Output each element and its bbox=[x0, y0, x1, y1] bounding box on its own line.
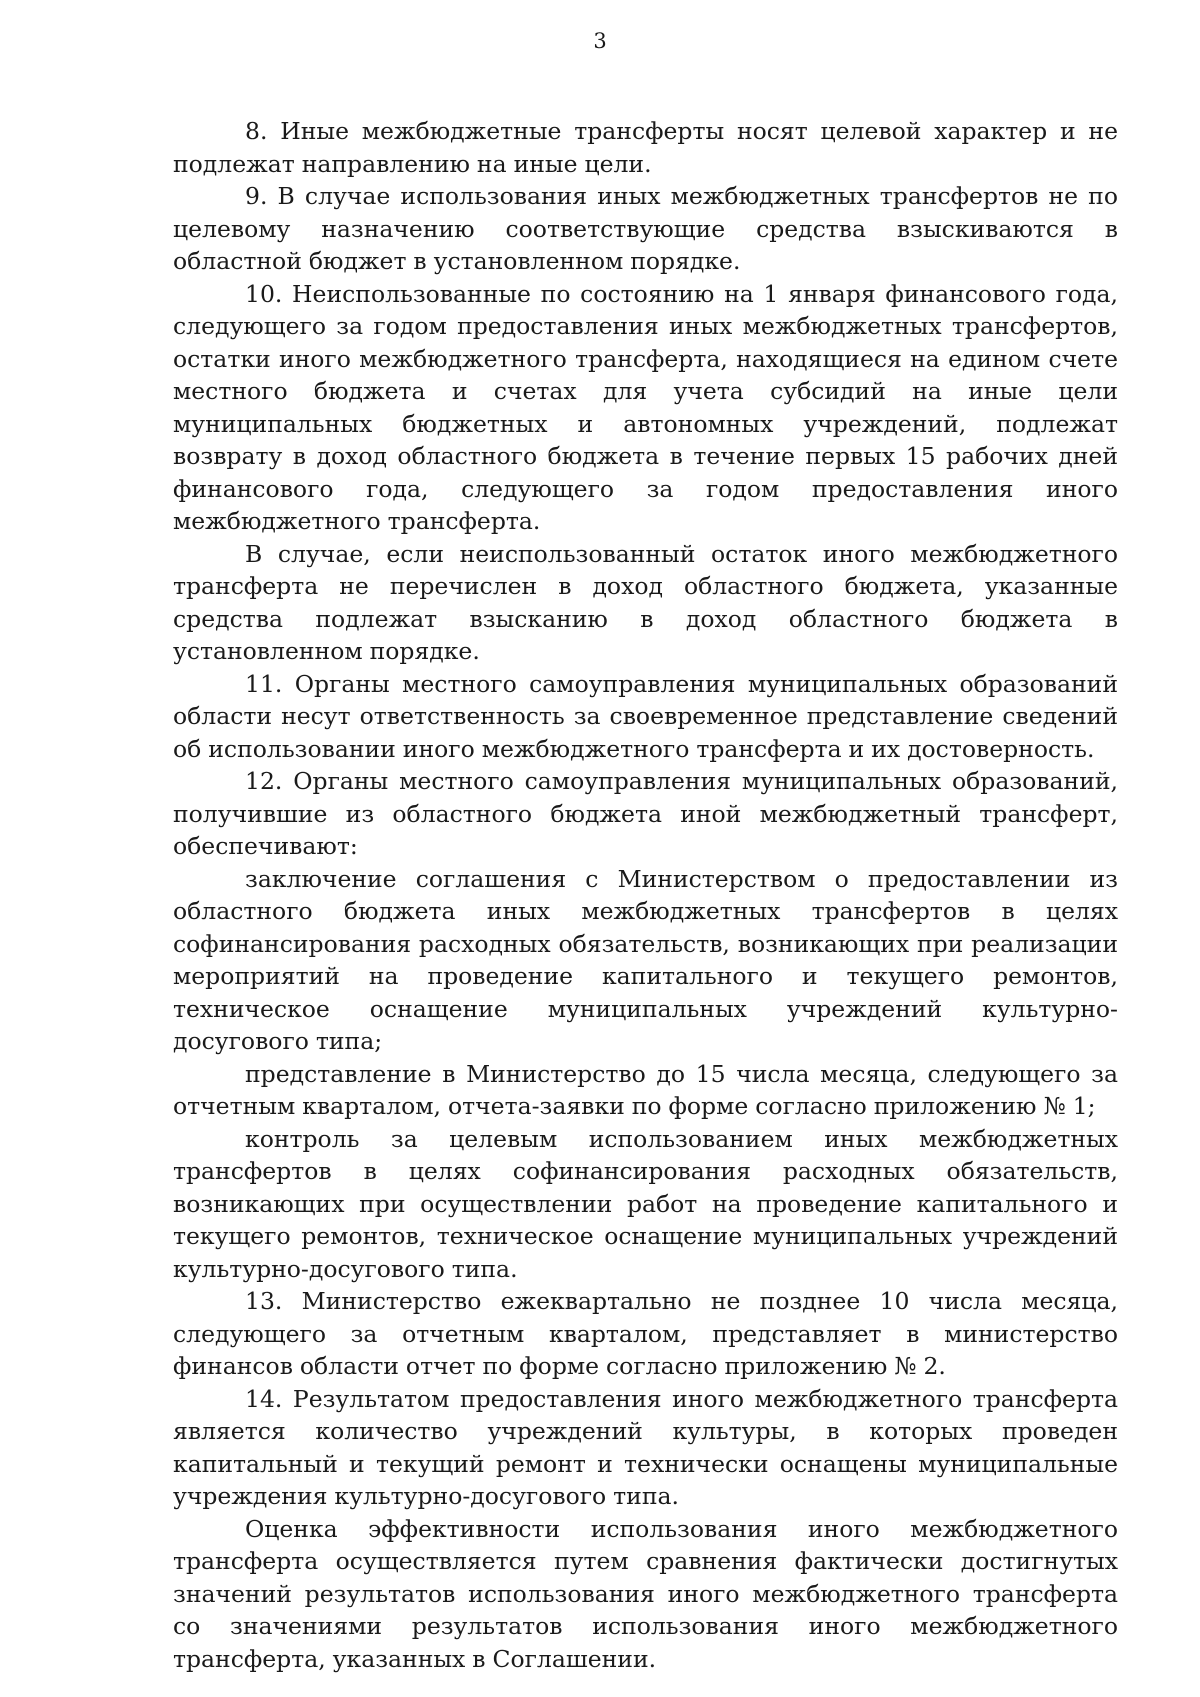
page-number: 3 bbox=[593, 29, 607, 53]
paragraph-item-8: 8. Иные межбюджетные трансферты носят целевой характер и не подлежат направлению на иные цели. bbox=[173, 117, 1118, 178]
paragraph-item-11: 11. Органы местного самоуправления муниципальных образований области несут ответственность за своевременное представление сведений об использовании иного межбюджетного трансферта и их достоверность. bbox=[173, 669, 1118, 763]
paragraph-item-12: 12. Органы местного самоуправления муниципальных образований, получившие из областного бюджета иной межбюджетный трансферт, обеспечивают: bbox=[173, 767, 1118, 860]
paragraph-item-13: 13. Министерство ежеквартально не позднее 10 числа месяца, следующего за отчетным кварталом, представляет в министерство финансов области отчет по форме согласно приложению № 2. bbox=[173, 1287, 1118, 1380]
paragraph-item-10: 10. Неиспользованные по состоянию на 1 января финансового года, следующего за годом предоставления иных межбюджетных трансфертов, остатки иного межбюджетного трансферта, находящиеся на едином счете местного бюджета и счетах для учета субсидий на иные цели муниципальных бюджетных и автономных учреждений, подлежат возврату в доход областного бюджета в течение первых 15 рабочих дней финансового года, следующего за годом предоставления иного межбюджетного трансферта. bbox=[173, 279, 1118, 535]
paragraph-item-10-unused-remainder: В случае, если неиспользованный остаток иного межбюджетного трансферта не перечислен в доход областного бюджета, указанные средства подлежат взысканию в доход областного бюджета в установленном порядке. bbox=[173, 539, 1118, 665]
document-body bbox=[173, 115, 1118, 1675]
paragraph-item-14: 14. Результатом предоставления иного межбюджетного трансферта является количество учреждений культуры, в которых проведен капитальный и текущий ремонт и технически оснащены муниципальные учреждения культурно-досугового типа. bbox=[173, 1384, 1118, 1510]
paragraph-item-12-report: представление в Министерство до 15 числа месяца, следующего за отчетным кварталом, отчета-заявки по форме согласно приложению № 1; bbox=[173, 1059, 1118, 1120]
paragraph-item-12-control: контроль за целевым использованием иных межбюджетных трансфертов в целях софинансирования расходных обязательств, возникающих при осуществлении работ на проведение капитального и текущего ремонтов, техническое оснащение муниципальных учреждений культурно-досугового типа. bbox=[173, 1124, 1118, 1283]
paragraph-item-14-evaluation: Оценка эффективности использования иного межбюджетного трансферта осуществляется путем сравнения фактически достигнутых значений результатов использования иного межбюджетного трансферта со значениями результатов использования иного межбюджетного трансферта, указанных в Соглашении. bbox=[173, 1514, 1118, 1673]
paragraph-item-12-agreement: заключение соглашения с Министерством о предоставлении из областного бюджета иных межбюджетных трансфертов в целях софинансирования расходных обязательств, возникающих при реализации мероприятий на проведение капитального и текущего ремонтов, техническое оснащение муниципальных учреждений культурно-досугового типа; bbox=[173, 864, 1118, 1055]
paragraph-item-9: 9. В случае использования иных межбюджетных трансфертов не по целевому назначению соответствующие средства взыскиваются в областной бюджет в установленном порядке. bbox=[173, 182, 1118, 275]
